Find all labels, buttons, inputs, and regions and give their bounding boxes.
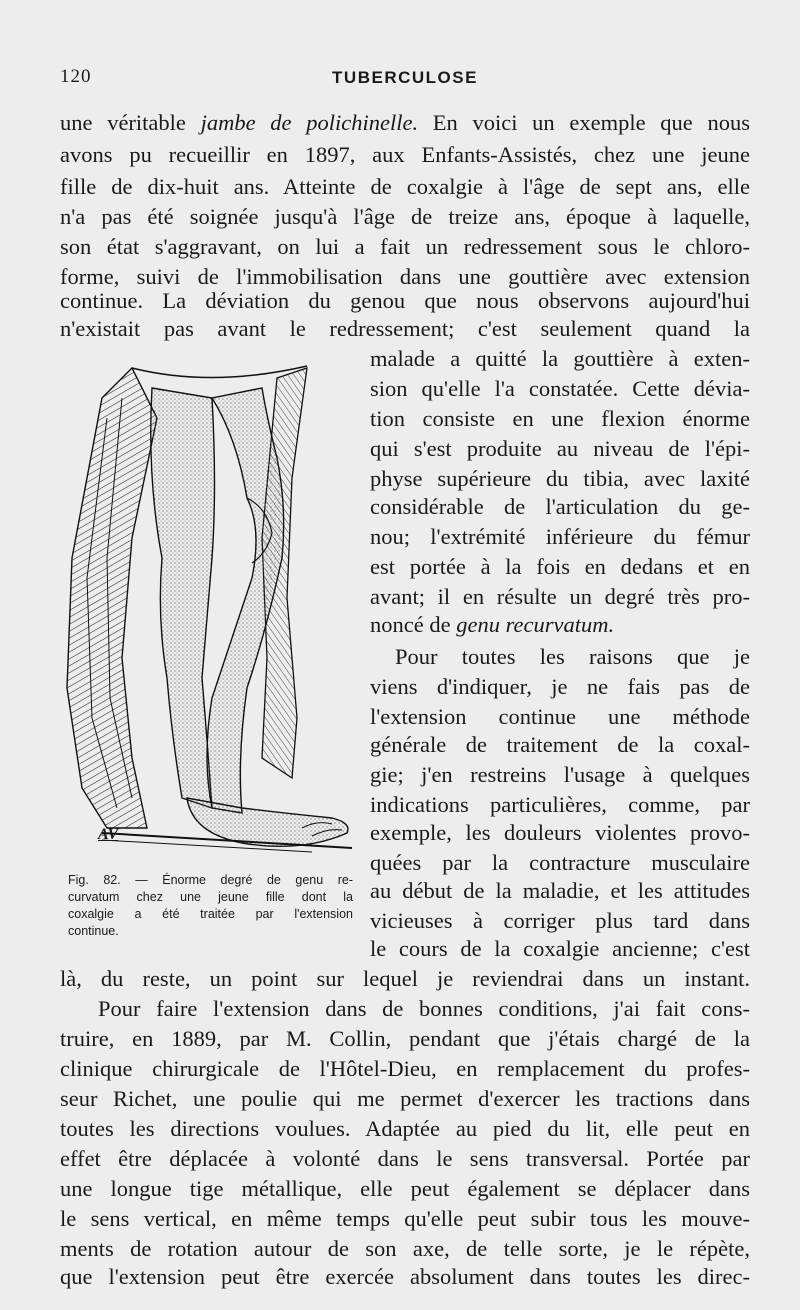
text-line: gie; j'en restreins l'usage à quelques	[370, 762, 750, 787]
text-line: que l'extension peut être exercée absolument dans toutes les direc-	[60, 1264, 750, 1289]
text-line: tion consiste en une flexion énorme	[370, 406, 750, 431]
text-line: exemple, les douleurs violentes provo-	[370, 820, 750, 845]
text-line: seur Richet, une poulie qui me permet d'exercer les tractions dans	[60, 1086, 750, 1111]
text-line: son état s'aggravant, on lui a fait un redressement sous le chloro-	[60, 234, 750, 259]
text-line: effet être déplacée à volonté dans le sens transversal. Portée par	[60, 1146, 750, 1171]
text-line: indications particulières, comme, par	[370, 792, 750, 817]
text-line: truire, en 1889, par M. Collin, pendant que j'étais chargé de la	[60, 1026, 750, 1051]
text-line: le cours de la coxalgie ancienne; c'est	[370, 936, 750, 961]
text-line: viens d'indiquer, je ne fais pas de	[370, 674, 750, 699]
text-line: fille de dix-huit ans. Atteinte de coxalgie à l'âge de sept ans, elle	[60, 174, 750, 199]
engraver-signature: AV	[98, 826, 119, 843]
text-line: Pour faire l'extension dans de bonnes conditions, j'ai fait cons-	[98, 996, 750, 1021]
figure-caption	[68, 872, 353, 940]
text-line: générale de traitement de la coxal-	[370, 732, 750, 757]
text-line	[370, 610, 750, 640]
text-line: vicieuses à corriger plus tard dans	[370, 908, 750, 933]
italic-term: genu recurvatum.	[456, 612, 615, 637]
text-line: n'a pas été soignée jusqu'à l'âge de treize ans, époque à laquelle,	[60, 204, 750, 229]
caption-line: continue.	[68, 924, 119, 938]
text-line: le sens vertical, en même temps qu'elle peut subir tous les mouve-	[60, 1206, 750, 1231]
text-line: n'existait pas avant le redressement; c'est seulement quand la	[60, 316, 750, 341]
text-line: avons pu recueillir en 1897, aux Enfants-Assistés, chez une jeune	[60, 142, 750, 167]
caption-line: coxalgie a été traitée par l'extension	[68, 907, 353, 921]
text-line: considérable de l'articulation du ge-	[370, 494, 750, 519]
text-line: malade a quitté la gouttière à exten-	[370, 346, 750, 371]
text-line: l'extension continue une méthode	[370, 704, 750, 729]
text-line: nou; l'extrémité inférieure du fémur	[370, 524, 750, 549]
page-number: 120	[60, 66, 92, 87]
italic-term: jambe de polichinelle.	[200, 110, 419, 135]
text-line: physe supérieure du tibia, avec laxité	[370, 466, 750, 491]
caption-line: Fig. 82. — Énorme degré de genu re-	[68, 873, 353, 887]
text-line: est portée à la fois en dedans et en	[370, 554, 750, 579]
running-title: TUBERCULOSE	[332, 68, 478, 87]
text-line: sion qu'elle l'a constatée. Cette dévia-	[370, 376, 750, 401]
text-line: avant; il en résulte un degré très pro-	[370, 584, 750, 609]
running-header	[60, 66, 750, 96]
text-line: quées par la contracture musculaire	[370, 850, 750, 875]
text-line: toutes les directions voulues. Adaptée au pied du lit, elle peut en	[60, 1116, 750, 1141]
caption-line: curvatum chez une jeune fille dont la	[68, 890, 353, 904]
text-line	[60, 108, 750, 138]
text-line: Pour toutes les raisons que je	[395, 644, 750, 669]
text-line: forme, suivi de l'immobilisation dans une gouttière avec extension	[60, 264, 750, 289]
text-line: là, du reste, un point sur lequel je reviendrai dans un instant.	[60, 966, 750, 991]
text-span: En voici un exemple que nous	[418, 110, 750, 135]
text-line: continue. La déviation du genou que nous observons aujourd'hui	[60, 288, 750, 313]
text-line: ments de rotation autour de son axe, de telle sorte, je le répète,	[60, 1236, 750, 1261]
text-line: une longue tige métallique, elle peut également se déplacer dans	[60, 1176, 750, 1201]
text-line: au début de la maladie, et les attitudes	[370, 878, 750, 903]
text-line: clinique chirurgicale de l'Hôtel-Dieu, en remplacement du profes-	[60, 1056, 750, 1081]
leg-engraving-illustration	[62, 358, 362, 863]
text-span: une véritable	[60, 110, 201, 135]
text-line: qui s'est produite au niveau de l'épi-	[370, 436, 750, 461]
text-span: noncé de	[370, 612, 457, 637]
